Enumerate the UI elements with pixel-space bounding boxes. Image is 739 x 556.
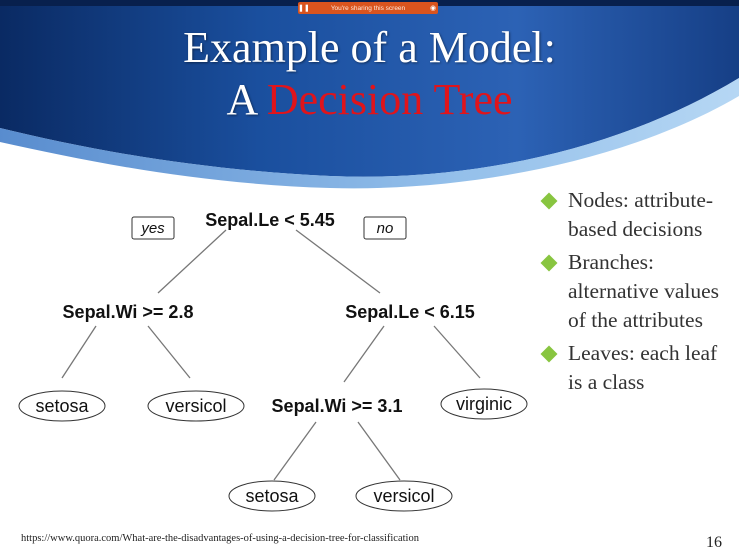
bullet-item-leaves xyxy=(541,339,731,397)
title-line-2 xyxy=(0,74,739,126)
bullet-text: Nodes: attribute-based decisions xyxy=(568,188,714,241)
bullet-item-nodes xyxy=(541,186,731,244)
bullet-text: Branches: alternative values of the attributes xyxy=(568,250,720,332)
stop-icon[interactable]: ◉ xyxy=(429,5,437,12)
edge-right-sepalwi xyxy=(344,326,384,382)
leaf-virginic: virginic xyxy=(455,394,513,414)
root-node: Sepal.Le < 5.45 xyxy=(205,210,335,230)
yes-label: yes xyxy=(141,220,165,237)
title-prefix: A xyxy=(226,75,267,124)
title-line-1: Example of a Model: xyxy=(183,23,556,72)
leaf-versicol-right: versicol xyxy=(373,486,435,506)
right-left-node: Sepal.Wi >= 3.1 xyxy=(271,396,403,416)
left-node: Sepal.Wi >= 2.8 xyxy=(62,302,194,322)
decision-tree-diagram xyxy=(0,190,540,530)
bullet-list xyxy=(541,186,731,401)
no-label: no xyxy=(376,220,394,237)
screen-share-banner xyxy=(298,2,438,14)
leaf-versicol-left: versicol xyxy=(165,396,227,416)
edge-left-versicol xyxy=(148,326,190,378)
page-number: 16 xyxy=(706,534,722,551)
diamond-bullet-icon xyxy=(541,255,558,272)
leaf-setosa-left: setosa xyxy=(35,396,89,416)
slide-title xyxy=(0,22,739,126)
bullet-text: Leaves: each leaf is a class xyxy=(568,341,718,394)
right-node: Sepal.Le < 6.15 xyxy=(345,302,475,322)
edge-sepalwi-versicol xyxy=(358,422,400,480)
edge-sepalwi-setosa xyxy=(274,422,316,480)
bullet-item-branches xyxy=(541,248,731,335)
screen-share-message: You're sharing this screen xyxy=(330,4,406,12)
edge-right-virginic xyxy=(434,326,480,378)
leaf-setosa-right: setosa xyxy=(245,486,299,506)
edge-left-setosa xyxy=(62,326,96,378)
source-link[interactable]: https://www.quora.com/What-are-the-disadvantages-of-using-a-decision-tree-for-classification xyxy=(21,533,419,544)
diamond-bullet-icon xyxy=(541,346,558,363)
title-highlight: Decision Tree xyxy=(266,75,513,124)
diamond-bullet-icon xyxy=(541,193,558,210)
pause-icon[interactable]: ❚❚ xyxy=(298,5,310,12)
